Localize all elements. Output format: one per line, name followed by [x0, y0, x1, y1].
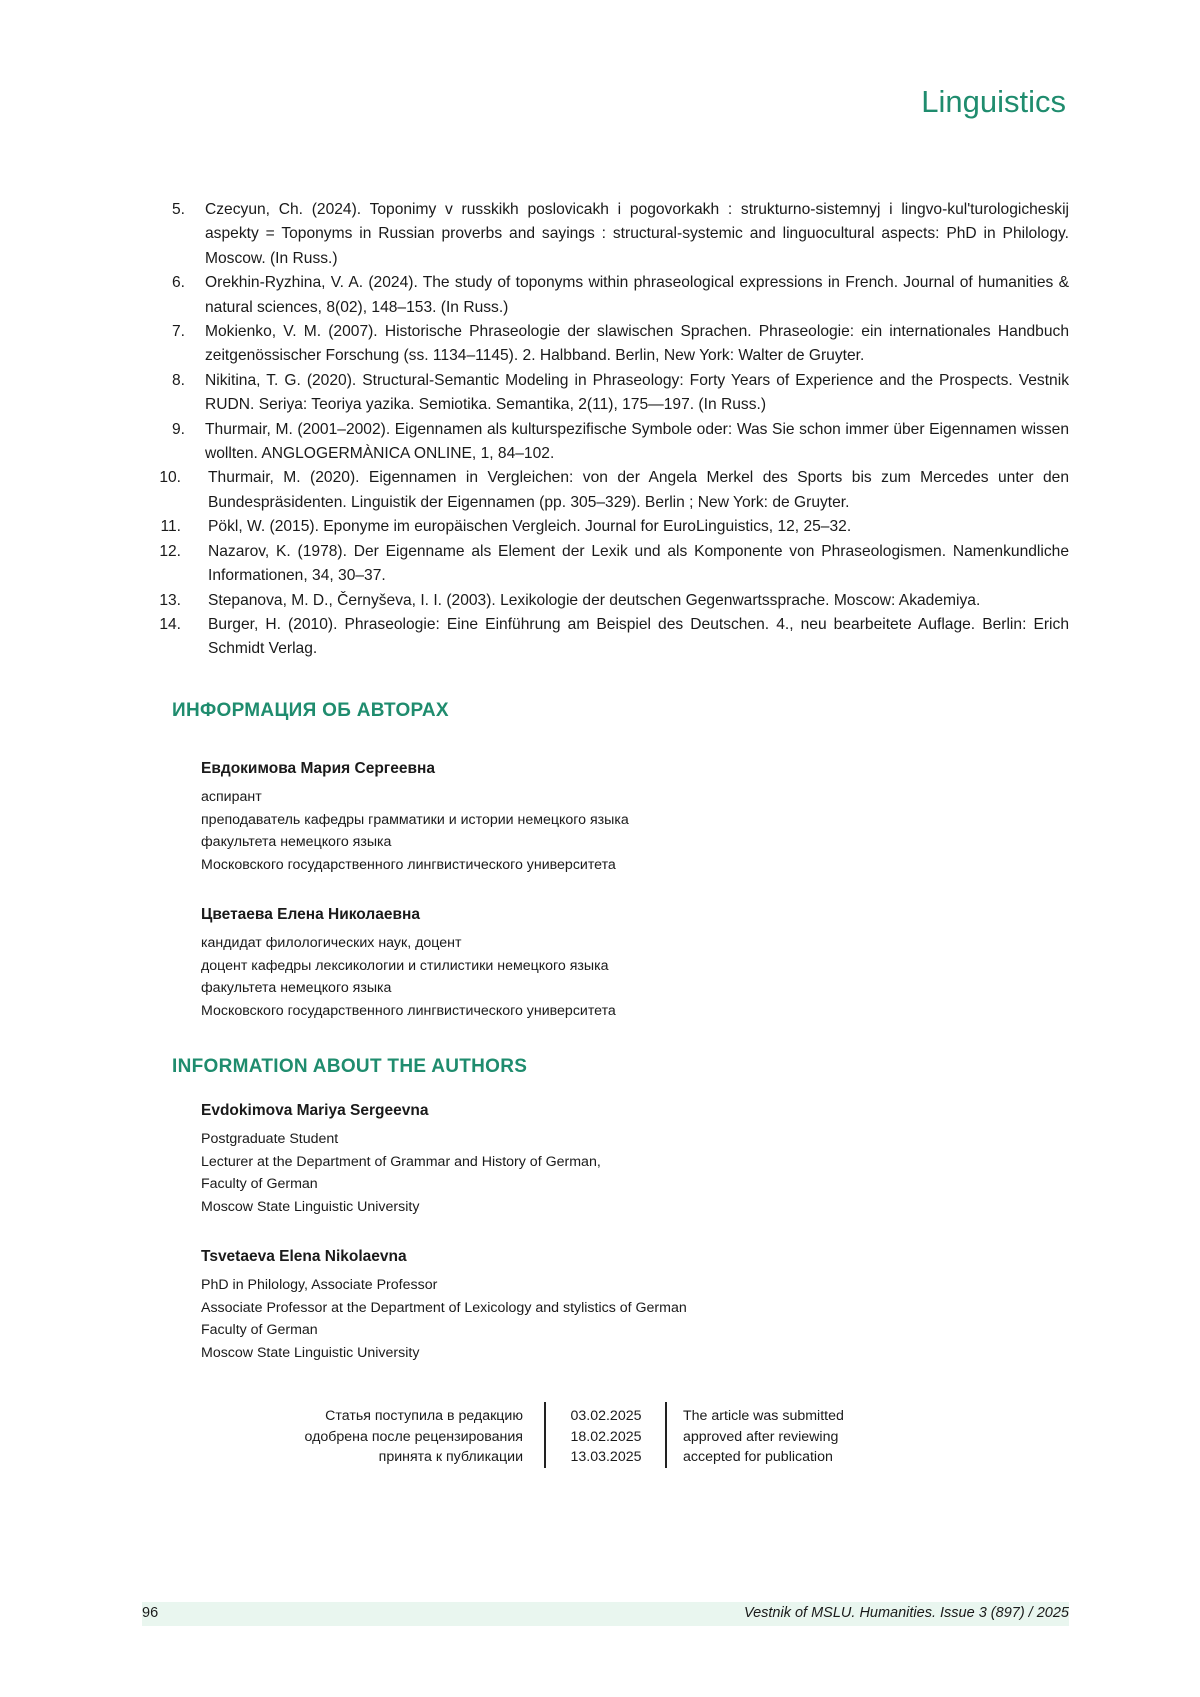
reference-number: 13. [159, 591, 181, 609]
accepted-label-en: accepted for publication [683, 1449, 833, 1465]
divider [665, 1402, 667, 1468]
author-position: Associate Professor at the Department of Lexicology and stylistics of German [201, 1299, 687, 1316]
reference-number: 9. [171, 420, 185, 438]
submitted-label-ru: Статья поступила в редакцию [325, 1408, 523, 1424]
author-position: Lecturer at the Department of Grammar and History of German, [201, 1153, 601, 1170]
dates-labels-ru [305, 1406, 524, 1468]
approved-label-ru: одобрена после рецензирования [304, 1428, 523, 1445]
journal-title: Vestnik of MSLU. Humanities. Issue 3 (897) / 2025 [743, 1605, 1069, 1621]
reference-item [155, 369, 1069, 418]
reference-number: 10. [159, 469, 181, 487]
accepted-date: 13.03.2025 [570, 1449, 642, 1465]
author-block [201, 760, 901, 876]
author-position: аспирант [201, 789, 262, 805]
author-faculty: Faculty of German [201, 1176, 318, 1192]
reference-item [155, 466, 1069, 515]
author-block [201, 1248, 901, 1364]
reference-number: 7. [171, 323, 185, 341]
author-name: Tsvetaeva Elena Nikolaevna [201, 1248, 407, 1265]
reference-item [155, 589, 1069, 613]
reference-text: Pökl, W. (2015). Eponyme im europäischen Vergleich. Journal for EuroLinguistics, 12, 25–32. [208, 518, 852, 536]
reference-item [155, 613, 1069, 662]
author-block [201, 906, 901, 1022]
author-position: доцент кафедры лексикологии и стилистики немецкого языка [201, 957, 609, 974]
page-number: 96 [142, 1605, 159, 1621]
reference-text: Thurmair, M. (2020). Eigennamen in Vergleichen: von der Angela Merkel des Sports bis zum Mercedes unter den Bundespräsidenten. Linguistik der Eigennamen (pp. 305–329). Berlin ; New York: de Gruyter. [208, 469, 1069, 511]
reference-item [155, 271, 1069, 320]
approved-label-en: approved after reviewing [683, 1428, 839, 1445]
dates-values [546, 1406, 666, 1468]
author-faculty: факультета немецкого языка [201, 834, 392, 850]
reference-text: Mokienko, V. M. (2007). Historische Phraseologie der slawischen Sprachen. Phraseologie: ein internationales Handbuch zeitgenössischer Forschung (ss. 1134–1145). 2. Halbband. Berlin, New York: Walter de Gruyter. [205, 323, 1069, 365]
reference-text: Burger, H. (2010). Phraseologie: Eine Einführung am Beispiel des Deutschen. 4., neu bearbeitete Auflage. Berlin: Erich Schmidt Verlag. [208, 615, 1069, 658]
author-position: кандидат филологических наук, доцент [201, 935, 462, 951]
author-name: Евдокимова Мария Сергеевна [201, 760, 435, 777]
reference-text: Nikitina, T. G. (2020). Structural-Semantic Modeling in Phraseology: Forty Years of Experience and the Prospects. Vestnik RUDN. Seriya: Teoriya yazika. Semiotika. Semantika, 2(11), 175—197. (In Russ.) [205, 371, 1069, 414]
author-position: PhD in Philology, Associate Professor [201, 1277, 438, 1293]
author-faculty: факультета немецкого языка [201, 980, 392, 996]
author-university: Московского государственного лингвистического университета [201, 856, 616, 873]
reference-text: Czecyun, Ch. (2024). Toponimy v russkikh poslovicakh i pogovorkakh : strukturno-sistemnyj i lingvo-kul'turologicheskij aspekty = Toponyms in Russian proverbs and sayings : structural-systemic and linguocultural aspects: PhD in Philology. Moscow. (In Russ.) [205, 201, 1069, 267]
submission-dates-table [0, 1402, 1200, 1468]
reference-number: 12. [159, 542, 181, 560]
author-block [201, 1102, 901, 1218]
author-name: Цветаева Елена Николаевна [201, 906, 420, 923]
author-university: Московского государственного лингвистического университета [201, 1002, 616, 1019]
author-university: Moscow State Linguistic University [201, 1198, 420, 1215]
submitted-label-en: The article was submitted [683, 1408, 844, 1424]
reference-number: 14. [159, 615, 181, 633]
reference-text: Thurmair, M. (2001–2002). Eigennamen als kulturspezifische Symbole oder: Was Sie schon immer über Eigennamen wissen wollten. ANGLOGERMÀNICA ONLINE, 1, 84–102. [205, 420, 1069, 463]
reference-number: 6. [171, 274, 185, 292]
author-faculty: Faculty of German [201, 1322, 318, 1338]
author-university: Moscow State Linguistic University [201, 1344, 420, 1361]
reference-list [155, 198, 1069, 662]
reference-item [155, 418, 1069, 467]
reference-text: Orekhin-Ryzhina, V. A. (2024). The study of toponyms within phraseological expressions in French. Journal of humanities & natural sciences, 8(02), 148–153. (In Russ.) [205, 274, 1069, 316]
reference-number: 8. [171, 371, 185, 389]
approved-date: 18.02.2025 [570, 1428, 642, 1445]
reference-item [155, 198, 1069, 271]
page-footer [142, 1602, 1069, 1626]
authors-ru-heading: ИНФОРМАЦИЯ ОБ АВТОРАХ [172, 700, 449, 721]
accepted-label-ru: принята к публикации [378, 1449, 523, 1465]
section-header: Linguistics [921, 84, 1066, 119]
reference-number: 11. [160, 518, 181, 536]
author-name: Evdokimova Mariya Sergeevna [201, 1102, 429, 1119]
reference-item [155, 320, 1069, 369]
reference-text: Nazarov, K. (1978). Der Eigenname als Element der Lexik und als Komponente von Phraseologismen. Namenkundliche Informationen, 34, 30–37. [208, 542, 1069, 585]
author-position: Postgraduate Student [201, 1131, 339, 1147]
reference-item [155, 540, 1069, 589]
dates-labels-en [683, 1406, 844, 1468]
author-position: преподаватель кафедры грамматики и истории немецкого языка [201, 811, 629, 828]
reference-text: Stepanova, M. D., Černyševa, I. I. (2003). Lexikologie der deutschen Gegenwartssprache. Moscow: Akademiya. [208, 591, 981, 609]
reference-number: 5. [171, 201, 185, 218]
submitted-date: 03.02.2025 [570, 1408, 642, 1424]
authors-en-heading: INFORMATION ABOUT THE AUTHORS [172, 1056, 528, 1077]
reference-item [155, 515, 1069, 539]
